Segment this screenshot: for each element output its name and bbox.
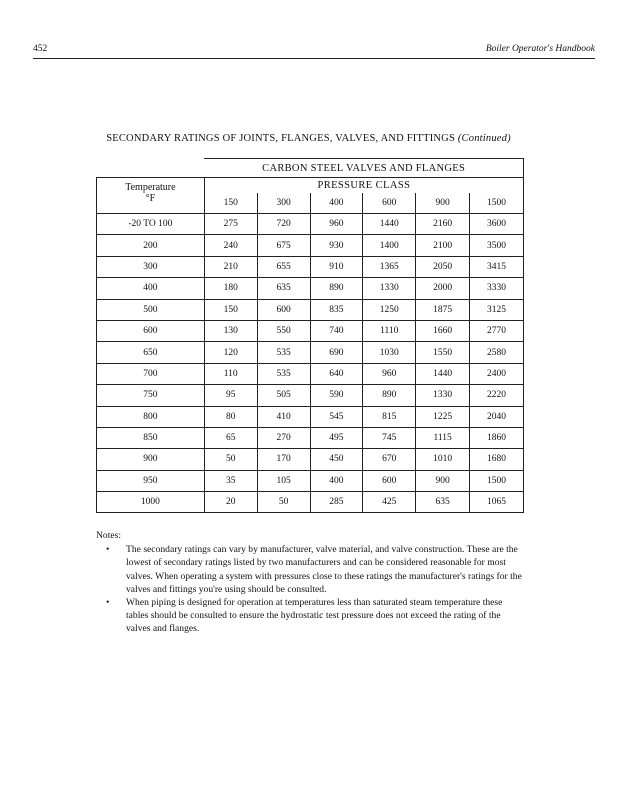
table-row (97, 320, 524, 341)
rating-cell: 2770 (470, 320, 524, 341)
rating-cell: 1875 (416, 299, 470, 320)
section-title-continued: (Continued) (457, 133, 511, 144)
rating-cell: 2000 (416, 278, 470, 299)
rating-cell: 80 (204, 406, 257, 427)
rating-cell: 130 (204, 320, 257, 341)
temperature-cell: 300 (97, 256, 205, 277)
rating-cell: 2220 (470, 385, 524, 406)
section-title (0, 133, 617, 144)
rating-cell: 1330 (416, 385, 470, 406)
table-row (97, 427, 524, 448)
rating-cell: 720 (257, 214, 310, 235)
table-header-row (97, 178, 524, 194)
rating-cell: 285 (310, 492, 363, 513)
rating-cell: 1065 (470, 492, 524, 513)
rating-cell: 1010 (416, 449, 470, 470)
rating-cell: 960 (310, 214, 363, 235)
rating-cell: 835 (310, 299, 363, 320)
section-title-main: SECONDARY RATINGS OF JOINTS, FLANGES, VALVES, AND FITTINGS (106, 133, 456, 144)
rating-cell: 1330 (363, 278, 416, 299)
temperature-cell: 900 (97, 449, 205, 470)
pressure-class-cell: 150 (204, 193, 257, 214)
rating-cell: 95 (204, 385, 257, 406)
rating-cell: 2580 (470, 342, 524, 363)
page-header (33, 44, 595, 58)
note-text: When piping is designed for operation at temperatures less than saturated steam temperature these tables should be consulted to ensure the hydrostatic test pressure does not exceed the rating of the valves and flanges. (126, 597, 503, 635)
pressure-class-cell: 300 (257, 193, 310, 214)
temperature-cell: 200 (97, 235, 205, 256)
rating-cell: 535 (257, 342, 310, 363)
note-item (96, 543, 526, 596)
rating-cell: 3500 (470, 235, 524, 256)
page-number: 452 (33, 44, 48, 54)
table-row (97, 406, 524, 427)
rating-cell: 450 (310, 449, 363, 470)
rating-cell: 635 (257, 278, 310, 299)
rating-cell: 815 (363, 406, 416, 427)
rating-cell: 240 (204, 235, 257, 256)
rating-cell: 1115 (416, 427, 470, 448)
table-banner: CARBON STEEL VALVES AND FLANGES (204, 159, 523, 178)
rating-cell: 210 (204, 256, 257, 277)
rating-cell: 270 (257, 427, 310, 448)
rating-cell: 890 (310, 278, 363, 299)
rating-cell: 1030 (363, 342, 416, 363)
header-rule (33, 58, 595, 59)
rating-cell: 640 (310, 363, 363, 384)
pressure-class-cell: 1500 (470, 193, 524, 214)
rating-cell: 690 (310, 342, 363, 363)
rating-cell: 600 (363, 470, 416, 491)
rating-cell: 105 (257, 470, 310, 491)
rating-cell: 550 (257, 320, 310, 341)
temperature-label: Temperature (125, 182, 176, 193)
temperature-cell: 600 (97, 320, 205, 341)
temperature-cell: -20 TO 100 (97, 214, 205, 235)
table-row (97, 214, 524, 235)
temperature-cell: 750 (97, 385, 205, 406)
notes-section (96, 529, 526, 636)
rating-cell: 675 (257, 235, 310, 256)
ratings-body (97, 214, 524, 513)
pressure-class-cell: 400 (310, 193, 363, 214)
table-row (97, 342, 524, 363)
rating-cell: 740 (310, 320, 363, 341)
rating-cell: 180 (204, 278, 257, 299)
rating-cell: 590 (310, 385, 363, 406)
rating-cell: 2160 (416, 214, 470, 235)
rating-cell: 1400 (363, 235, 416, 256)
rating-cell: 2040 (470, 406, 524, 427)
rating-cell: 150 (204, 299, 257, 320)
rating-cell: 50 (204, 449, 257, 470)
rating-cell: 2100 (416, 235, 470, 256)
rating-cell: 635 (416, 492, 470, 513)
rating-cell: 1110 (363, 320, 416, 341)
rating-cell: 960 (363, 363, 416, 384)
ratings-table (96, 158, 524, 513)
rating-cell: 890 (363, 385, 416, 406)
temperature-cell: 700 (97, 363, 205, 384)
rating-cell: 1440 (363, 214, 416, 235)
temperature-cell: 850 (97, 427, 205, 448)
table-row (97, 492, 524, 513)
temperature-cell: 1000 (97, 492, 205, 513)
temperature-cell: 400 (97, 278, 205, 299)
rating-cell: 545 (310, 406, 363, 427)
pressure-class-cell: 600 (363, 193, 416, 214)
pressure-class-header: PRESSURE CLASS (204, 178, 523, 194)
rating-cell: 1440 (416, 363, 470, 384)
pressure-class-cell: 900 (416, 193, 470, 214)
rating-cell: 1500 (470, 470, 524, 491)
rating-cell: 20 (204, 492, 257, 513)
rating-cell: 170 (257, 449, 310, 470)
table-row (97, 470, 524, 491)
table-row (97, 278, 524, 299)
rating-cell: 3330 (470, 278, 524, 299)
table-row (97, 235, 524, 256)
rating-cell: 1660 (416, 320, 470, 341)
rating-cell: 670 (363, 449, 416, 470)
table-banner-row (97, 159, 524, 178)
table-row (97, 449, 524, 470)
rating-cell: 1860 (470, 427, 524, 448)
rating-cell: 600 (257, 299, 310, 320)
temperature-cell: 800 (97, 406, 205, 427)
rating-cell: 1225 (416, 406, 470, 427)
rating-cell: 655 (257, 256, 310, 277)
rating-cell: 930 (310, 235, 363, 256)
rating-cell: 110 (204, 363, 257, 384)
rating-cell: 900 (416, 470, 470, 491)
table-row (97, 385, 524, 406)
rating-cell: 410 (257, 406, 310, 427)
rating-cell: 425 (363, 492, 416, 513)
notes-list (96, 543, 526, 635)
temperature-unit: °F (145, 193, 156, 204)
temperature-cell: 950 (97, 470, 205, 491)
rating-cell: 910 (310, 256, 363, 277)
notes-label: Notes: (96, 530, 122, 541)
rating-cell: 3415 (470, 256, 524, 277)
table-row (97, 256, 524, 277)
note-text: The secondary ratings can vary by manufacturer, valve material, and valve construction. These are the lowest of secondary ratings listed by two manufacturers and can be considered reasonable for most valves. When operating a system with pressures close to these ratings the manufacturer's ratings for the valves and fittings you're using should be consulted. (126, 544, 522, 595)
rating-cell: 275 (204, 214, 257, 235)
rating-cell: 400 (310, 470, 363, 491)
temperature-cell: 650 (97, 342, 205, 363)
table-row (97, 363, 524, 384)
running-title: Boiler Operator's Handbook (485, 44, 595, 54)
rating-cell: 745 (363, 427, 416, 448)
rating-cell: 1365 (363, 256, 416, 277)
rating-cell: 120 (204, 342, 257, 363)
rating-cell: 495 (310, 427, 363, 448)
rating-cell: 1550 (416, 342, 470, 363)
rating-cell: 2050 (416, 256, 470, 277)
rating-cell: 1250 (363, 299, 416, 320)
rating-cell: 505 (257, 385, 310, 406)
table-row (97, 299, 524, 320)
bullet-icon: • (106, 544, 110, 556)
rating-cell: 535 (257, 363, 310, 384)
rating-cell: 1680 (470, 449, 524, 470)
rating-cell: 3125 (470, 299, 524, 320)
rating-cell: 2400 (470, 363, 524, 384)
bullet-icon: • (106, 597, 110, 609)
temperature-header (97, 178, 205, 214)
temperature-cell: 500 (97, 299, 205, 320)
rating-cell: 65 (204, 427, 257, 448)
rating-cell: 50 (257, 492, 310, 513)
rating-cell: 3600 (470, 214, 524, 235)
note-item (96, 596, 526, 636)
rating-cell: 35 (204, 470, 257, 491)
